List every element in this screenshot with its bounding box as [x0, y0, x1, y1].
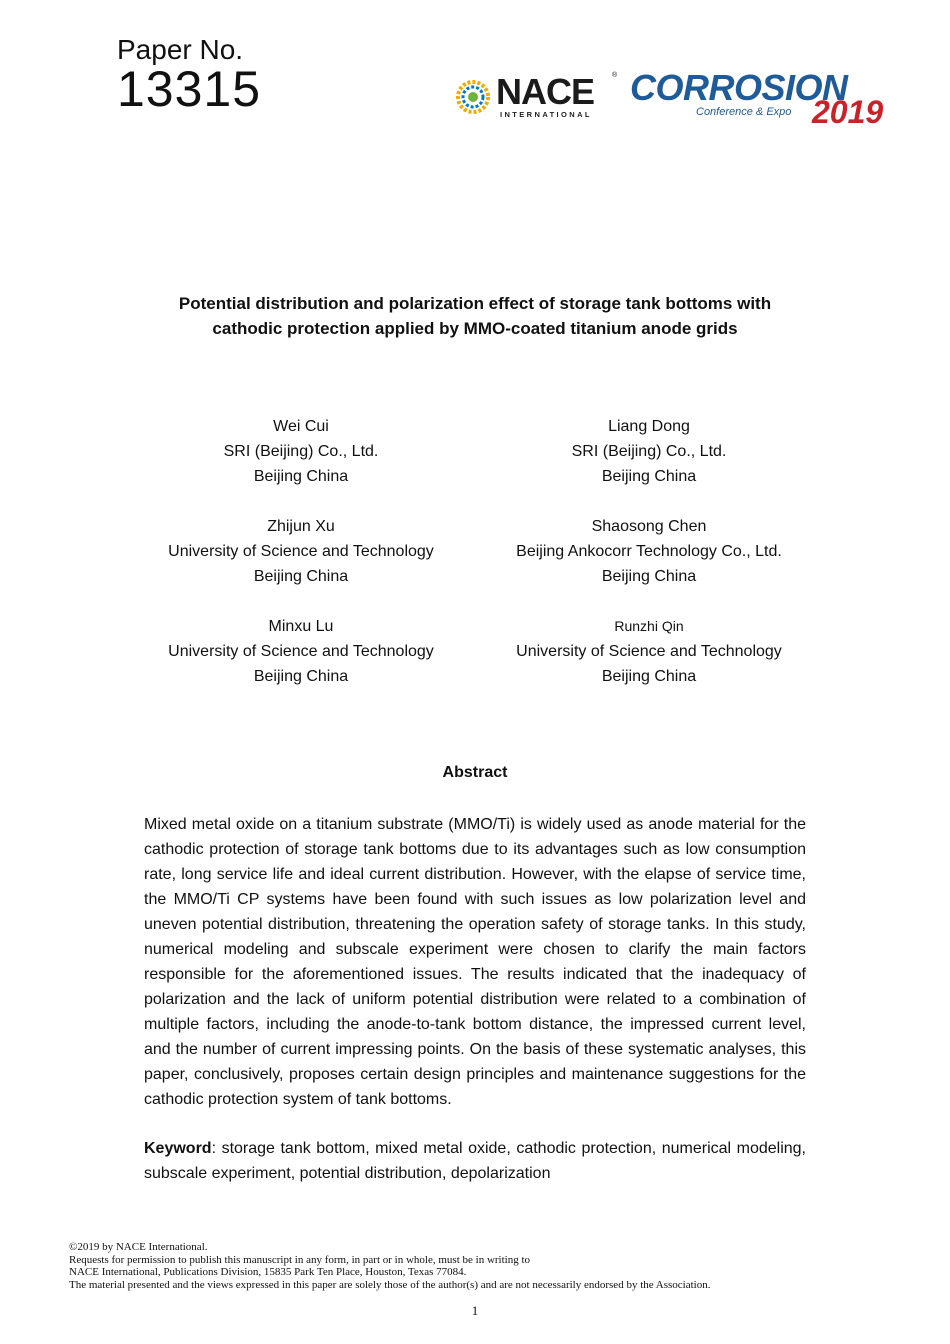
author-affiliation: University of Science and Technology: [168, 643, 434, 660]
author-block: [474, 514, 824, 589]
author-block: [126, 414, 476, 489]
author-location: Beijing China: [253, 468, 349, 485]
footer-line: Requests for permission to publish this manuscript in any form, in part or in whole, must be in writing to: [69, 1253, 531, 1266]
corrosion-wordmark: CORROSION: [630, 67, 848, 108]
paper-title: [120, 291, 830, 341]
author-affiliation: Beijing Ankocorr Technology Co., Ltd.: [516, 543, 782, 560]
author-affiliation: University of Science and Technology: [168, 543, 434, 560]
paper-number: 13315: [117, 61, 262, 117]
footer-line: NACE International, Publications Division, 15835 Park Ten Place, Houston, Texas 77084.: [69, 1266, 467, 1278]
author-name: Runzhi Qin: [614, 618, 684, 634]
author-location: Beijing China: [601, 568, 697, 585]
footer-line: ©2019 by NACE International.: [69, 1241, 208, 1253]
author-name: Wei Cui: [273, 418, 329, 435]
title-line-2: cathodic protection applied by MMO-coated titanium anode grids: [212, 319, 738, 338]
author-name: Liang Dong: [608, 418, 690, 435]
author-location: Beijing China: [253, 568, 349, 585]
paper-number-block: [117, 34, 262, 117]
nace-subtitle: INTERNATIONAL: [500, 110, 592, 119]
author-name: Minxu Lu: [268, 618, 334, 635]
author-affiliation: University of Science and Technology: [516, 643, 782, 660]
footer-line: The material presented and the views expressed in this paper are solely those of the author(s) and are not necessarily endorsed by the Association.: [69, 1278, 711, 1291]
corrosion-year: 2019: [812, 94, 884, 130]
author-name: Shaosong Chen: [591, 518, 707, 535]
author-block: [474, 614, 824, 689]
paper-label: Paper No.: [117, 34, 244, 65]
title-line-1: Potential distribution and polarization effect of storage tank bottoms with: [178, 294, 772, 313]
nace-wordmark: NACE: [496, 71, 595, 112]
author-block: [126, 514, 476, 589]
corrosion-conference-logo: [628, 67, 898, 130]
copyright-footer: [69, 1241, 869, 1291]
author-block: [474, 414, 824, 489]
author-affiliation: SRI (Beijing) Co., Ltd.: [571, 443, 727, 460]
author-location: Beijing China: [253, 668, 349, 685]
abstract-heading: Abstract: [442, 764, 508, 781]
page-number: 1: [471, 1303, 479, 1318]
nace-registered-mark: ®: [612, 72, 618, 79]
keywords-text: : storage tank bottom, mixed metal oxide, cathodic protection, numerical modeling, subscale experiment, potential distribution, depolarization: [144, 1140, 806, 1182]
author-affiliation: SRI (Beijing) Co., Ltd.: [223, 443, 379, 460]
corrosion-subtitle: Conference & Expo: [696, 106, 792, 118]
author-block: [126, 614, 476, 689]
author-location: Beijing China: [601, 668, 697, 685]
abstract-body: Mixed metal oxide on a titanium substrate (MMO/Ti) is widely used as anode material for the cathodic protection of storage tank bottoms due to its advantages such as low consumption rate, long service life and ideal current distribution. However, with the elapse of service time, the MMO/Ti CP systems have been found with such issues as low polarization level and uneven potential distribution, threatening the operation safety of storage tanks. In this study, numerical modeling and subscale experiment were chosen to clarify the main factors responsible for the aforementioned issues. The results indicated that the inadequacy of polarization and the lack of uniform potential distribution were related to a combination of multiple factors, including the anode-to-tank bottom distance, the impressed current level, and the number of current impressing points. On the basis of these systematic analyses, this paper, conclusively, proposes certain design principles and maintenance suggestions for the cathodic protection system of tank bottoms.: [144, 816, 806, 1108]
author-location: Beijing China: [601, 468, 697, 485]
nace-emblem-icon: [452, 76, 494, 118]
nace-logo: [452, 72, 622, 122]
author-name: Zhijun Xu: [267, 518, 335, 535]
keywords-label: Keyword: [144, 1140, 212, 1157]
keywords-paragraph: [144, 1136, 806, 1186]
